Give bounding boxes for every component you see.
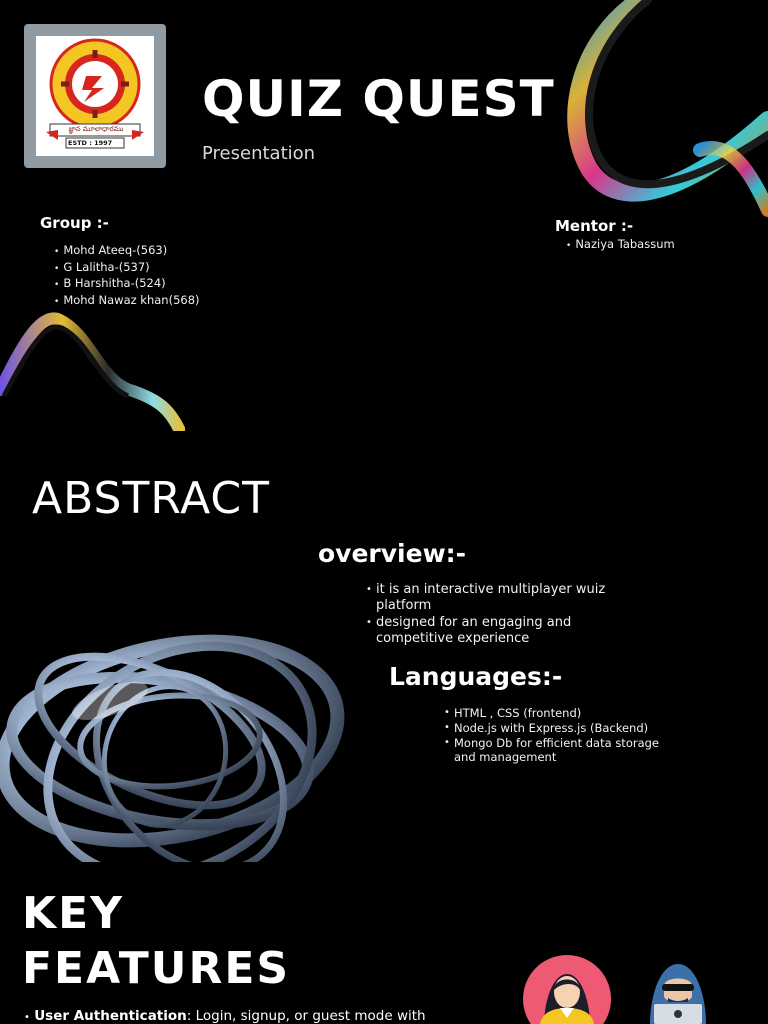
key-features-title-line1: KEY (22, 888, 125, 939)
abstract-slide (0, 431, 768, 862)
logo-motto: జ్ఞాన మూలాధారము (68, 125, 124, 133)
group-member: • Mohd Ateeq-(563) (54, 243, 200, 260)
mentor-list (566, 237, 675, 254)
languages-heading: Languages:- (389, 662, 563, 691)
college-logo-frame (24, 24, 166, 168)
iridescent-ribbon-bottom-left (0, 310, 185, 431)
group-member: • Mohd Nawaz khan(568) (54, 293, 200, 310)
feature-name: User Authentication (34, 1008, 187, 1024)
feature-item (24, 1008, 426, 1024)
group-member: • B Harshitha-(524) (54, 276, 200, 293)
college-emblem-icon (36, 36, 154, 156)
languages-list (444, 706, 674, 765)
overview-list (366, 582, 626, 648)
overview-item: • it is an interactive multiplayer wuiz platform (366, 582, 626, 615)
presentation-subtitle: Presentation (202, 143, 316, 164)
mentor-heading: Mentor :- (555, 217, 634, 235)
glass-rings-decoration (0, 611, 360, 862)
key-features-title-line2: FEATURES (22, 943, 291, 994)
logo-established: ESTD : 1997 (68, 139, 113, 147)
college-logo (36, 36, 154, 156)
hacker-laptop-icon (640, 956, 716, 1024)
abstract-title: ABSTRACT (32, 473, 271, 524)
language-item: • Node.js with Express.js (Backend) (444, 721, 674, 736)
key-features-title (22, 886, 290, 996)
language-item: • Mongo Db for efficient data storage and management (444, 736, 674, 766)
woman-avatar-icon (522, 954, 612, 1024)
group-heading: Group :- (40, 214, 109, 232)
feature-description: : Login, signup, or guest mode with (186, 1008, 426, 1024)
iridescent-ribbon-top-right (540, 0, 768, 235)
overview-item: • designed for an engaging and competitive experience (366, 615, 626, 648)
language-item: • HTML , CSS (frontend) (444, 706, 674, 721)
group-member-list (54, 243, 200, 309)
key-features-slide (0, 862, 768, 1024)
mentor-name: • Naziya Tabassum (566, 237, 675, 254)
title-slide (0, 0, 768, 431)
presentation-title: QUIZ QUEST (202, 70, 555, 128)
overview-heading: overview:- (318, 539, 467, 568)
bullet-dot: • (24, 1012, 30, 1023)
group-member: • G Lalitha-(537) (54, 260, 200, 277)
